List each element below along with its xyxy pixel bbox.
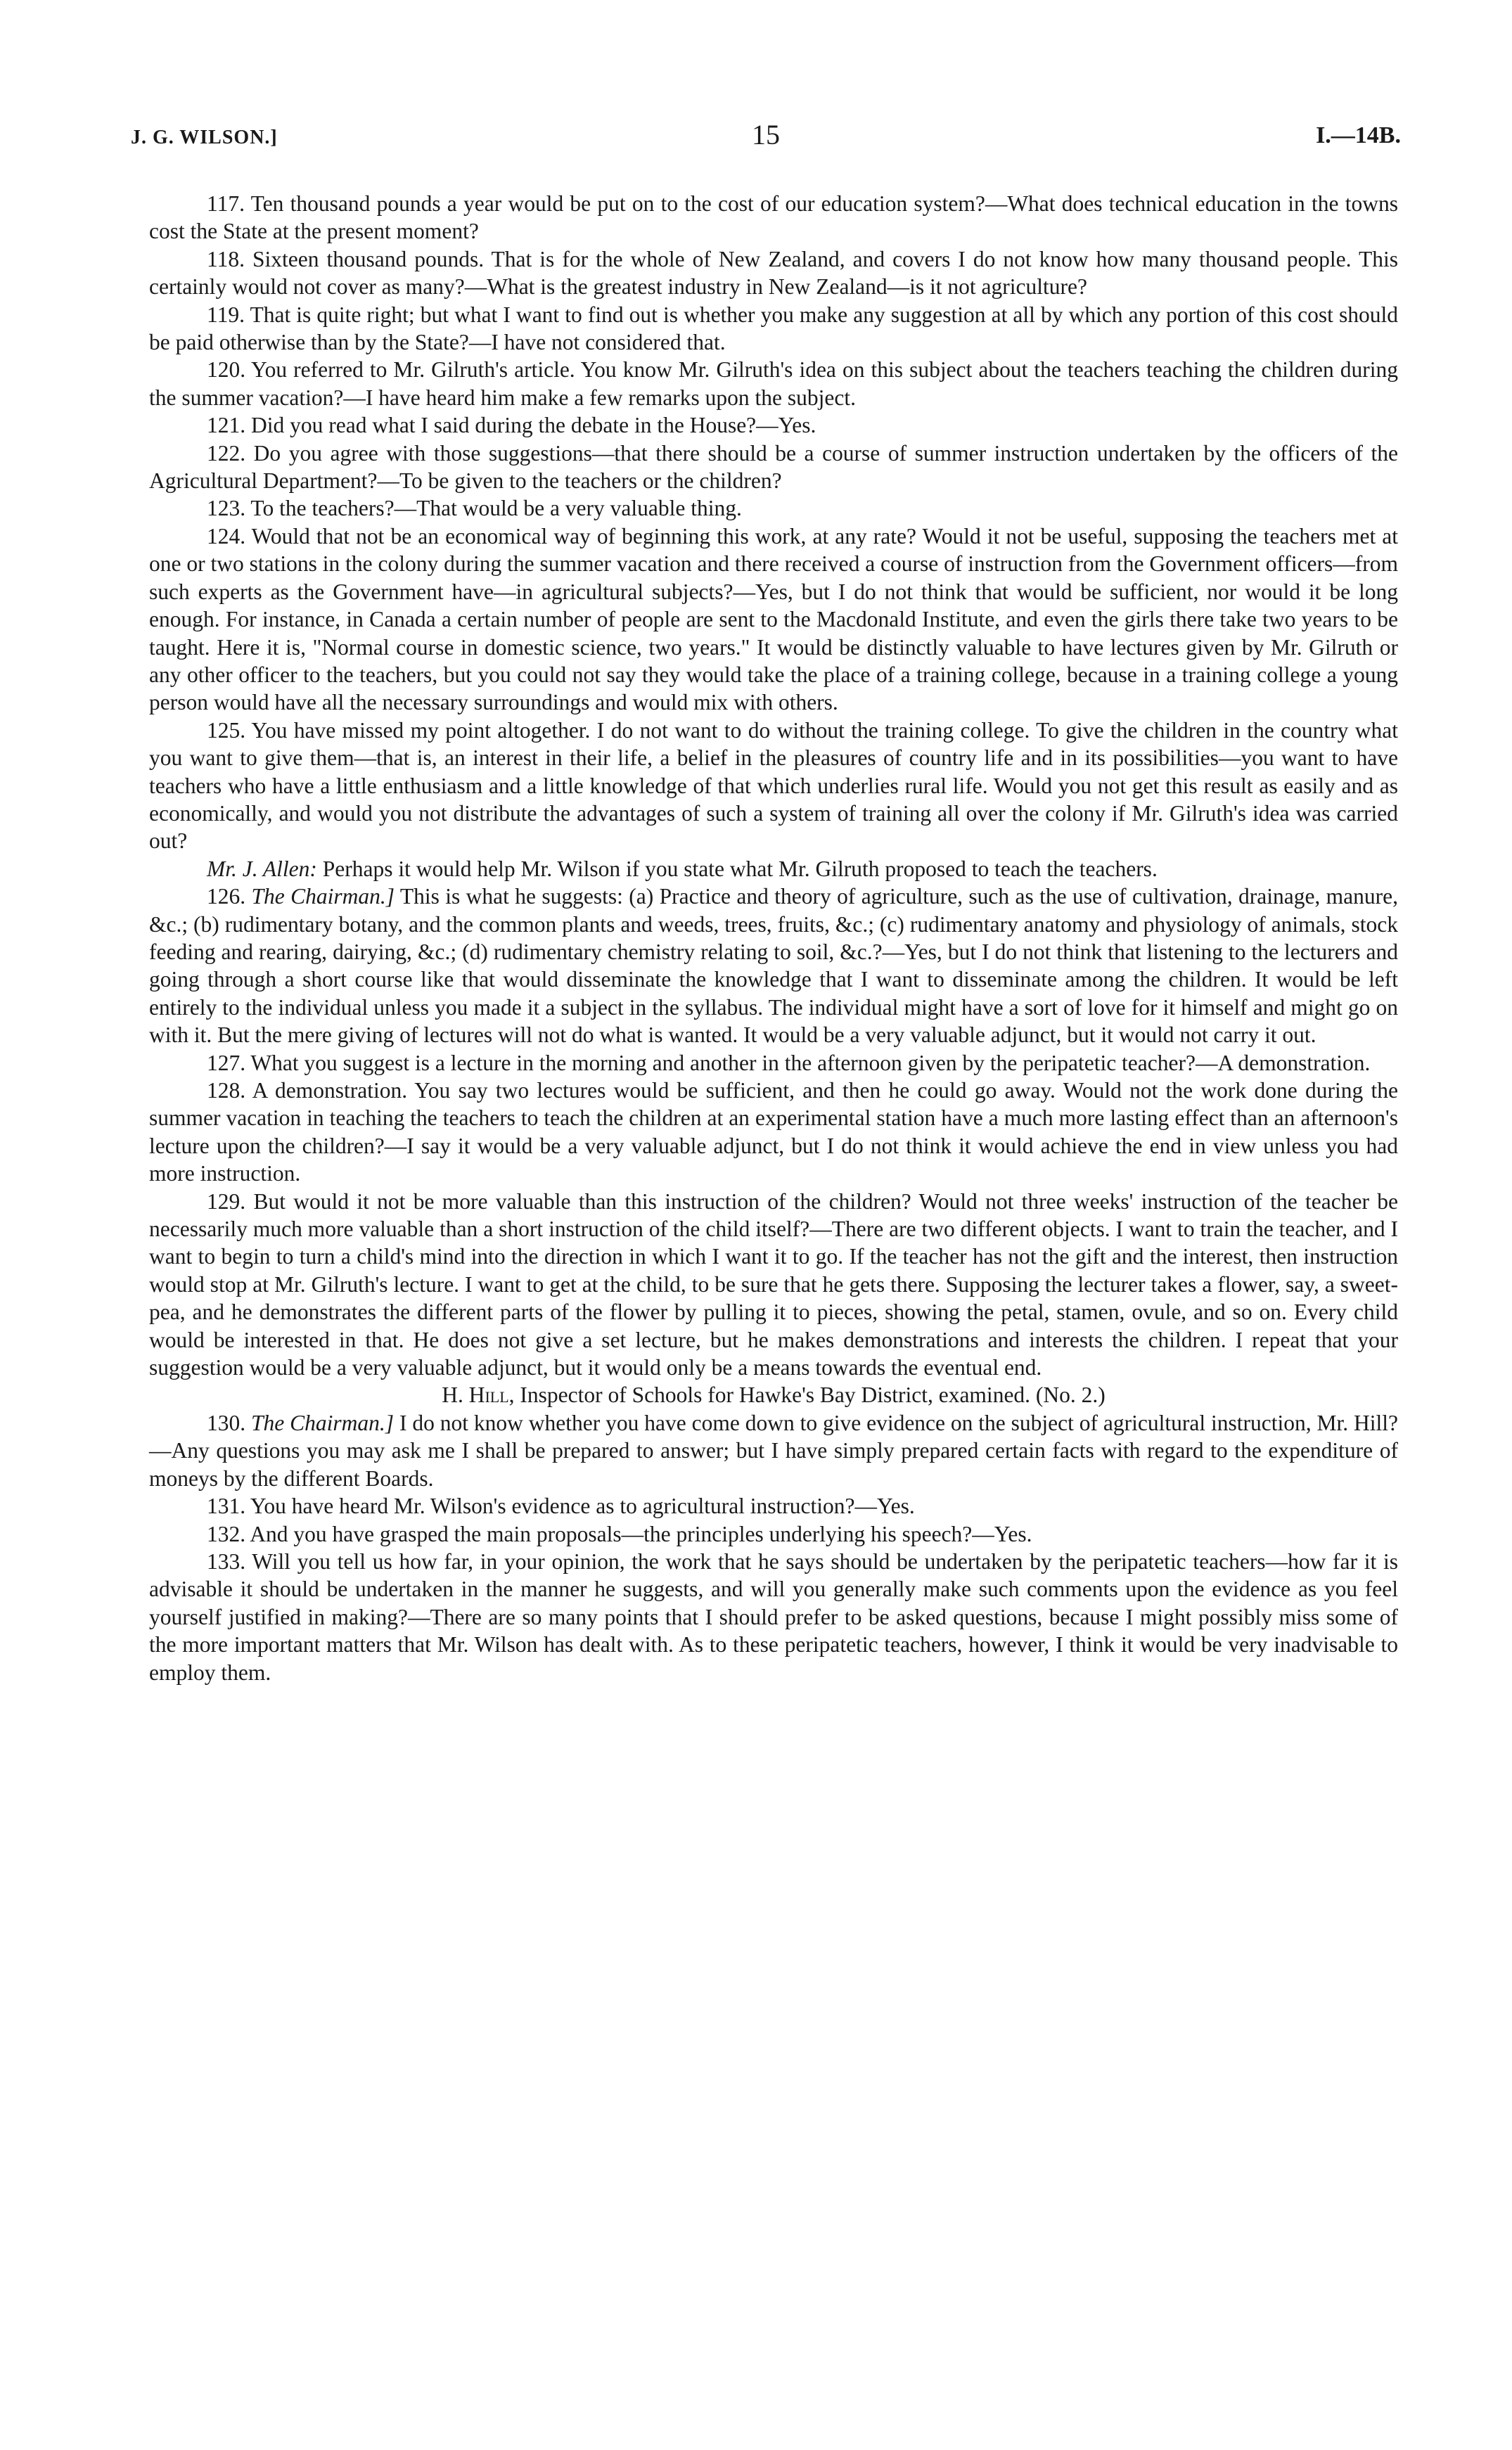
speaker-name: The Chairman.] xyxy=(251,884,395,909)
paragraph-118: 118. Sixteen thousand pounds. That is for the whole of New Zealand, and covers I do not know how many thousand people. This certainly would not cover as many?—What is the greatest industry in New Zealand—is it not agriculture? xyxy=(149,246,1398,300)
document-reference: I.—14B. xyxy=(1316,122,1401,148)
paragraph-number: 126. xyxy=(207,884,246,909)
paragraph-132: 132. And you have grasped the main proposals—the principles underlying his speech?—Yes. xyxy=(207,1521,1032,1546)
paragraph-131: 131. You have heard Mr. Wilson's evidence as to agricultural instruction?—Yes. xyxy=(207,1494,915,1519)
page-header xyxy=(131,118,1401,160)
witness-heading xyxy=(149,1381,1398,1409)
paragraph-125: 125. You have missed my point altogether. I do not want to do without the training college. To give the children in the country what you want to give them—that is, an interest in their life, a belief in the pleasures of country life and in its possibilities—you want to have teachers who have a little enthusiasm and a little knowledge of that which underlies rural life. Would you not get this result as easily and as economically, and would you not distribute the advantages of such a system of training all over the colony if Mr. Gilruth's idea was carried out? xyxy=(149,717,1398,854)
paragraph-133: 133. Will you tell us how far, in your opinion, the work that he says should be undertaken by the peripatetic teachers—how far it is advisable it should be undertaken in the manner he suggests, and will you generally make such comments upon the evidence as you feel yourself justified in making?—There are so many points that I should prefer to be asked questions, because I might possibly miss some of the more important matters that Mr. Wilson has dealt with. As to these peripatetic teachers, however, I think it would be very inadvisable to employ them. xyxy=(149,1548,1398,1685)
paragraph-allen xyxy=(149,855,1398,883)
paragraph-129: 129. But would it not be more valuable than this instruction of the children? Would not three weeks' instruction of the teacher be necessarily much more valuable than a short instruction of the child itself?—There are two different objects. I want to train the teacher, and I want to begin to turn a child's mind into the direction in which I want it to go. If the teacher has not the gift and the interest, then instruction would stop at Mr. Gilruth's lecture. I want to get at the child, to be sure that he gets there. Supposing the lecturer takes a flower, say, a sweet-pea, and he demonstrates the different parts of the flower by pulling it to pieces, showing the petal, stamen, ovule, and so on. Every child would be interested in that. He does not give a set lecture, but he makes demonstrations and interests the children. I repeat that your suggestion would be a very valuable adjunct, but it would only be a means towards the eventual end. xyxy=(149,1188,1398,1380)
paragraph-117: 117. Ten thousand pounds a year would be put on to the cost of our education system?—What does technical education in the towns cost the State at the present moment? xyxy=(149,191,1398,244)
speaker-text: Perhaps it would help Mr. Wilson if you state what Mr. Gilruth proposed to teach the teachers. xyxy=(322,856,1158,881)
witness-name: H. Hill xyxy=(442,1383,509,1408)
header-witness-name: J. G. WILSON.] xyxy=(131,127,278,148)
paragraph-127: 127. What you suggest is a lecture in the morning and another in the afternoon given by the peripatetic teacher?—A demonstration. xyxy=(207,1050,1371,1075)
paragraph-122: 122. Do you agree with those suggestions—that there should be a course of summer instruction undertaken by the officers of the Agricultural Department?—To be given to the teachers or the children? xyxy=(149,440,1398,494)
speaker-text: I do not know whether you have come down to give evidence on the subject of agricultural instruction, Mr. Hill?—Any questions you may ask me I shall be prepared to answer; but I have simply prepared certain facts with regard to the expenditure of moneys by the different Boards. xyxy=(149,1410,1398,1491)
paragraph-121: 121. Did you read what I said during the debate in the House?—Yes. xyxy=(207,413,816,438)
paragraph-119: 119. That is quite right; but what I want to find out is whether you make any suggestion at all by which any portion of this cost should be paid otherwise than by the State?—I have not considered that. xyxy=(149,302,1398,355)
paragraph-130 xyxy=(149,1409,1398,1492)
witness-description: , Inspector of Schools for Hawke's Bay District, examined. (No. 2.) xyxy=(508,1383,1106,1408)
speaker-name: Mr. J. Allen: xyxy=(207,856,317,881)
paragraph-number: 130. xyxy=(207,1410,246,1435)
speaker-name: The Chairman.] xyxy=(251,1410,395,1435)
speaker-text: This is what he suggests: (a) Practice and theory of agriculture, such as the use of cultivation, drainage, manure, &c.; (b) rudimentary botany, and the common plants and weeds, trees, fruits, &c.; (c) rudimentary anatomy and physiology of animals, stock feeding and rearing, dairying, &c.; (d) rudimentary chemistry relating to soil, &c.?—Yes, but I do not think that listening to the lecturers and going through a short course like that would disseminate the knowledge that I want to disseminate among the children. It would be left entirely to the individual unless you made it a subject in the syllabus. The individual might have a sort of love for it himself and might go on with it. But the mere giving of lectures will not do what is wanted. It would be a very valuable adjunct, but it would not carry it out. xyxy=(149,884,1399,1048)
paragraph-126 xyxy=(149,883,1398,1048)
paragraph-124: 124. Would that not be an economical way of beginning this work, at any rate? Would it not be useful, supposing the teachers met at one or two stations in the colony during the summer vacation and there received a course of instruction from the Government officers—from such experts as the Government have—in agricultural subjects?—Yes, but I do not think that would be sufficient, nor would it be long enough. For instance, in Canada a certain number of people are sent to the Macdonald Institute, and even the girls there take two years to be taught. Here it is, "Normal course in domestic science, two years." It would be distinctly valuable to have lectures given by Mr. Gilruth or any other officer to the teachers, but you could not say they would take the place of a training college, because in a training college a young person would have all the necessary surroundings and would mix with others. xyxy=(149,523,1399,715)
document-body xyxy=(149,190,1398,1686)
paragraph-120: 120. You referred to Mr. Gilruth's article. You know Mr. Gilruth's idea on this subject about the teachers teaching the children during the summer vacation?—I have heard him make a few remarks upon the subject. xyxy=(149,357,1398,410)
paragraph-128: 128. A demonstration. You say two lectures would be sufficient, and then he could go away. Would not the work done during the summer vacation in teaching the teachers to teach the children at an experimental station have a much more lasting effect than an afternoon's lecture upon the children?—I say it would be a very valuable adjunct, but I do not think it would achieve the end in view unless you had more instruction. xyxy=(149,1078,1398,1186)
paragraph-123: 123. To the teachers?—That would be a very valuable thing. xyxy=(207,496,742,521)
page-number: 15 xyxy=(752,119,780,150)
